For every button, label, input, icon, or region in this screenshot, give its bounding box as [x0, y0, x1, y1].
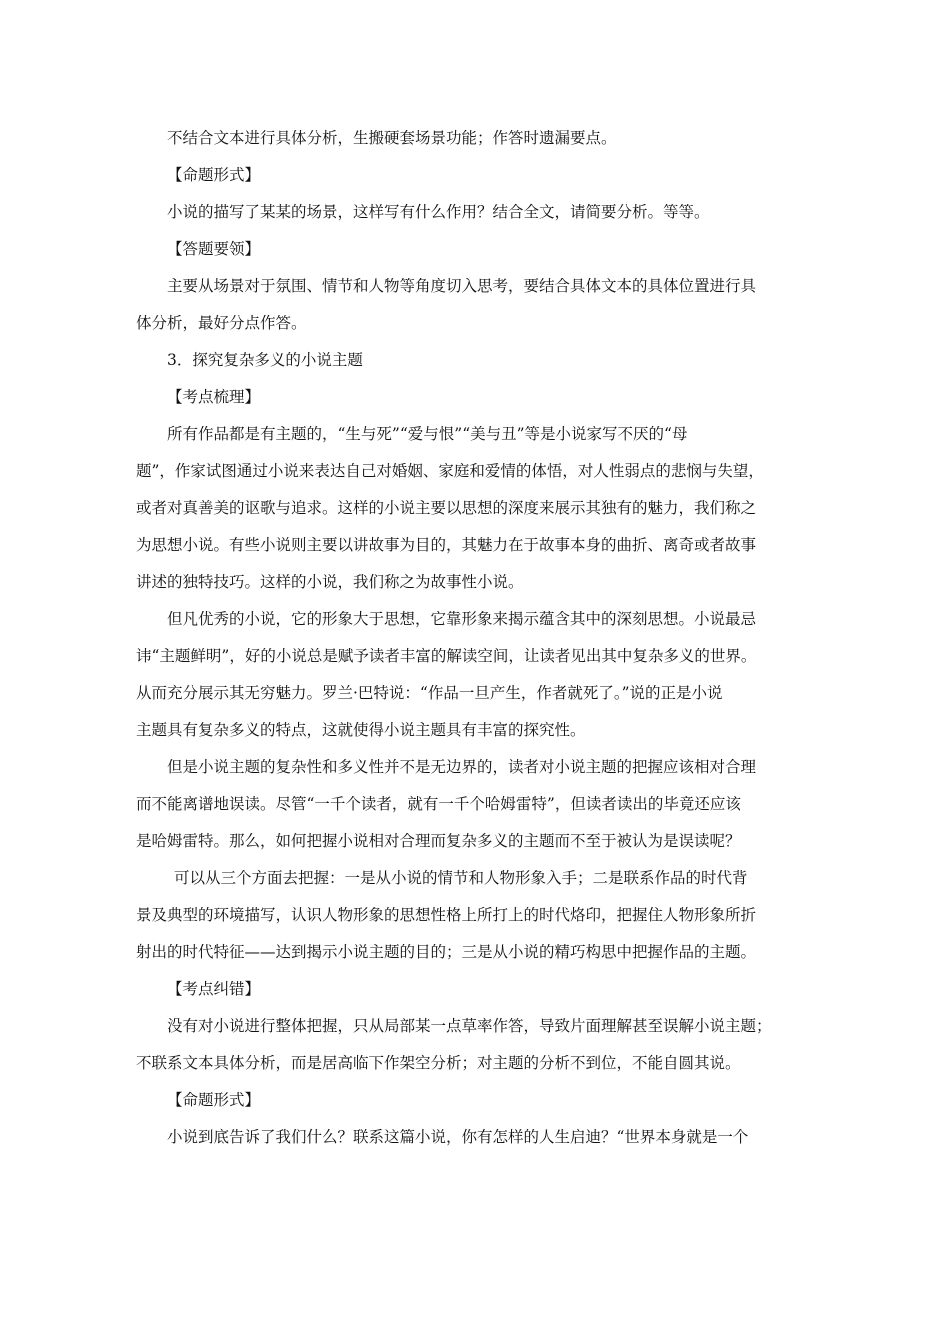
- paragraph-line: 小说的描写了某某的场景，这样写有什么作用？结合全文，请简要分析。等等。: [167, 203, 710, 221]
- paragraph-line: 不联系文本具体分析，而是居高临下作架空分析；对主题的分析不到位，不能自圆其说。: [136, 1054, 741, 1072]
- paragraph-line: 所有作品都是有主题的，“生与死”“爱与恨”“美与丑”等是小说家写不厌的“母: [167, 425, 688, 443]
- paragraph-line: 体分析，最好分点作答。: [136, 314, 307, 332]
- section-heading: 【命题形式】: [167, 166, 261, 184]
- paragraph-line: 而不能离谱地误读。尽管“一千个读者，就有一千个哈姆雷特”，但读者读出的毕竟还应该: [136, 795, 741, 813]
- paragraph-line: 讳“主题鲜明”，好的小说总是赋予读者丰富的解读空间，让读者见出其中复杂多义的世界。: [136, 647, 757, 665]
- paragraph-line: 射出的时代特征——达到揭示小说主题的目的；三是从小说的精巧构思中把握作品的主题。: [136, 943, 757, 961]
- section-heading: 【答题要领】: [167, 240, 261, 258]
- paragraph-line: 小说到底告诉了我们什么？联系这篇小说，你有怎样的人生启迪？“世界本身就是一个: [167, 1128, 749, 1146]
- paragraph-line: 题”，作家试图通过小说来表达自己对婚姻、家庭和爱情的体悟，对人性弱点的悲悯与失望，: [136, 462, 764, 480]
- paragraph-line: 为思想小说。有些小说则主要以讲故事为目的，其魅力在于故事本身的曲折、离奇或者故事: [136, 536, 757, 554]
- paragraph-line: 是哈姆雷特。那么，如何把握小说相对合理而复杂多义的主题而不至于被认为是误读呢？: [136, 832, 741, 850]
- document-body: [136, 120, 816, 1156]
- paragraph-line: 主题具有复杂多义的特点，这就使得小说主题具有丰富的探究性。: [136, 721, 586, 739]
- section-heading: 【考点梳理】: [167, 388, 261, 406]
- section-heading: 【考点纠错】: [167, 980, 261, 998]
- paragraph-line: 从而充分展示其无穷魅力。罗兰·巴特说：“作品一旦产生，作者就死了。”说的正是小说: [136, 684, 723, 702]
- subsection-title: 3．探究复杂多义的小说主题: [167, 351, 363, 369]
- paragraph-line: 或者对真善美的讴歌与追求。这样的小说主要以思想的深度来展示其独有的魅力，我们称之: [136, 499, 757, 517]
- paragraph-line: 不结合文本进行具体分析，生搬硬套场景功能；作答时遗漏要点。: [167, 129, 617, 147]
- section-heading: 【命题形式】: [167, 1091, 261, 1109]
- paragraph-line: 讲述的独特技巧。这样的小说，我们称之为故事性小说。: [136, 573, 524, 591]
- paragraph-line: 景及典型的环境描写，认识人物形象的思想性格上所打上的时代烙印，把握住人物形象所折: [136, 906, 757, 924]
- paragraph-line: 但凡优秀的小说，它的形象大于思想，它靠形象来揭示蕴含其中的深刻思想。小说最忌: [167, 610, 757, 628]
- paragraph-line: 可以从三个方面去把握：一是从小说的情节和人物形象入手；二是联系作品的时代背: [174, 869, 748, 887]
- paragraph-line: 但是小说主题的复杂性和多义性并不是无边界的，读者对小说主题的把握应该相对合理: [167, 758, 757, 776]
- paragraph-line: 主要从场景对于氛围、情节和人物等角度切入思考，要结合具体文本的具体位置进行具: [167, 277, 757, 295]
- paragraph-line: 没有对小说进行整体把握，只从局部某一点草率作答，导致片面理解甚至误解小说主题；: [167, 1017, 772, 1035]
